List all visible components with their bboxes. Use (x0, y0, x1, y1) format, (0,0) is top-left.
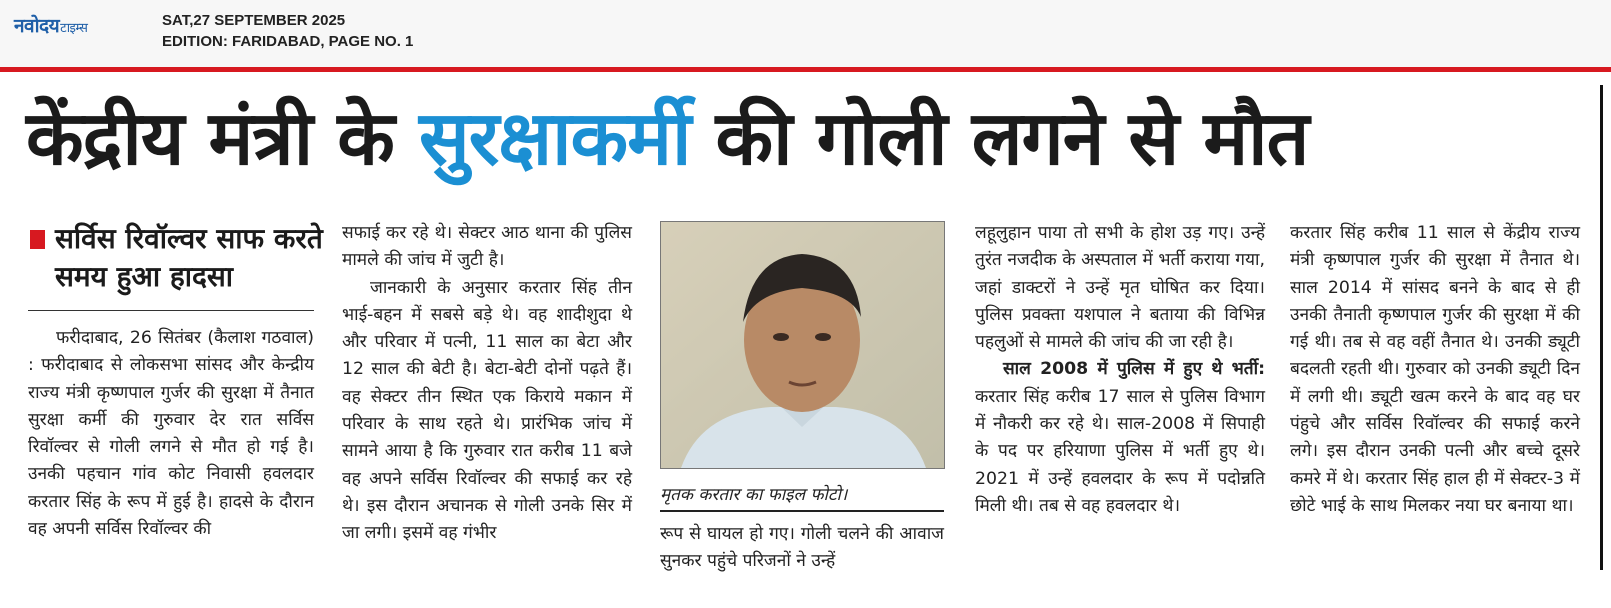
headline-highlight: सुरक्षाकर्मी (418, 94, 691, 182)
caption-rule (660, 510, 944, 512)
column-4-paragraph-1: लहूलुहान पाया तो सभी के होश उड़ गए। उन्हें तुरंत नजदीक के अस्पताल में भर्ती कराया गया, जहां डाक्टरों ने उन्हें मृत घोषित कर दिया। पुलिस प्रवक्ता यशपाल ने बताया की विभिन्न पहलुओं से मामले की जांच की जा रही है। (975, 223, 1265, 353)
logo-sub-text: टाइम्स (60, 21, 88, 36)
edition-info (162, 10, 413, 52)
column-4-paragraph-2-text: करतार सिंह करीब 17 साल से पुलिस विभाग में नौकरी कर रहे थे। साल-2008 में सिपाही के पद पर हरियाणा पुलिस में भर्ती हुए थे। 2021 में उन्हें हवलदार के रूप में पदोन्नति मिली थी। तब से वह हवलदार थे। (975, 386, 1265, 516)
article-column-4 (975, 220, 1265, 520)
column-1-text: फरीदाबाद, 26 सितंबर (कैलाश गठवाल) : फरीदाबाद से लोकसभा सांसद और केन्द्रीय राज्य मंत्री कृष्णपाल गुर्जर की सुरक्षा में तैनात सुरक्षा कर्मी की गुरुवार देर रात सर्विस रिवॉल्वर से गोली लगने से मौत हो गई है। उनकी पहचान गांव कोट निवासी हवलदार करतार सिंह के रूप में हुई है। हादसे के दौरान वह अपनी सर्विस रिवॉल्वर की (28, 328, 314, 540)
section-subhead: साल 2008 में पुलिस में हुए थे भर्ती: (1003, 359, 1265, 380)
edition-page: EDITION: FARIDABAD, PAGE NO. 1 (162, 33, 414, 50)
photo-caption: मृतक करतार का फाइल फोटो। (660, 485, 848, 505)
portrait-image (661, 222, 944, 468)
column-2-paragraph-1: सफाई कर रहे थे। सेक्टर आठ थाना की पुलिस मामले की जांच में जुटी है। (342, 223, 632, 271)
publication-date: SAT,27 SEPTEMBER 2025 (162, 12, 346, 29)
column-2-paragraph-2: जानकारी के अनुसार करतार सिंह तीन भाई-बहन में सबसे बड़े थे। वह शादीशुदा थे और परिवार में पत्नी, 11 साल का बेटा और 12 साल की बेटी है। बेटा-बेटी दोनों पढ़ते हैं। वह सेक्टर तीन स्थित एक किराये मकान में परिवार के साथ रहते थे। प्रारंभिक जांच में सामने आया है कि गुरुवार रात करीब 11 बजे वह अपने सर्विस रिवॉल्वर की सफाई कर रहे थे। इस दौरान अचानक से गोली उनके सिर में जा लगी। इसमें वह गंभीर (342, 277, 632, 544)
article-column-2 (342, 220, 632, 548)
article-column-1 (28, 325, 314, 543)
article-column-3 (660, 521, 944, 576)
column-5-text: करतार सिंह करीब 11 साल से केंद्रीय राज्य मंत्री कृष्णपाल गुर्जर की सुरक्षा में तैनात थे। साल 2014 में सांसद बनने के बाद से ही उनकी तैनाती कृष्णपाल गुर्जर की सुरक्षा में की गई थी। तब से वह वहीं तैनात थे। उनकी ड्यूटी बदलती रहती थी। गुरुवार को उनकी ड्यूटी दिन में लगी थी। ड्यूटी खत्म करने के बाद वह घर पंहुचे और सर्विस रिवॉल्वर की सफाई करने लगे। इस दौरान उनकी पत्नी और बच्चे दूसरे कमरे में थे। करतार सिंह हाल ही में सेक्टर-3 में छोटे भाई के साथ मिलकर नया घर बनाया था। (1290, 223, 1580, 516)
column-3-text: रूप से घायल हो गए। गोली चलने की आवाज सुनकर पहुंचे परिजनों ने उन्हें (660, 524, 944, 572)
headline-part-2: की गोली लगने से मौत (690, 94, 1309, 182)
subheadline: सर्विस रिवॉल्वर साफ करते समय हुआ हादसा (55, 222, 323, 293)
column-4-paragraph-2 (975, 356, 1265, 520)
red-square-bullet-icon (30, 230, 45, 249)
article-column-5 (1290, 220, 1580, 520)
masthead-divider (0, 67, 1611, 72)
file-photo (660, 221, 945, 469)
subheadline-rule (28, 310, 314, 311)
logo-main-text: नवोदय (14, 15, 60, 37)
masthead (0, 0, 1611, 67)
article-headline (26, 78, 1586, 198)
headline-part-1: केंद्रीय मंत्री के (26, 94, 419, 182)
newspaper-logo (14, 12, 87, 38)
page-edge-rule (1600, 85, 1603, 570)
